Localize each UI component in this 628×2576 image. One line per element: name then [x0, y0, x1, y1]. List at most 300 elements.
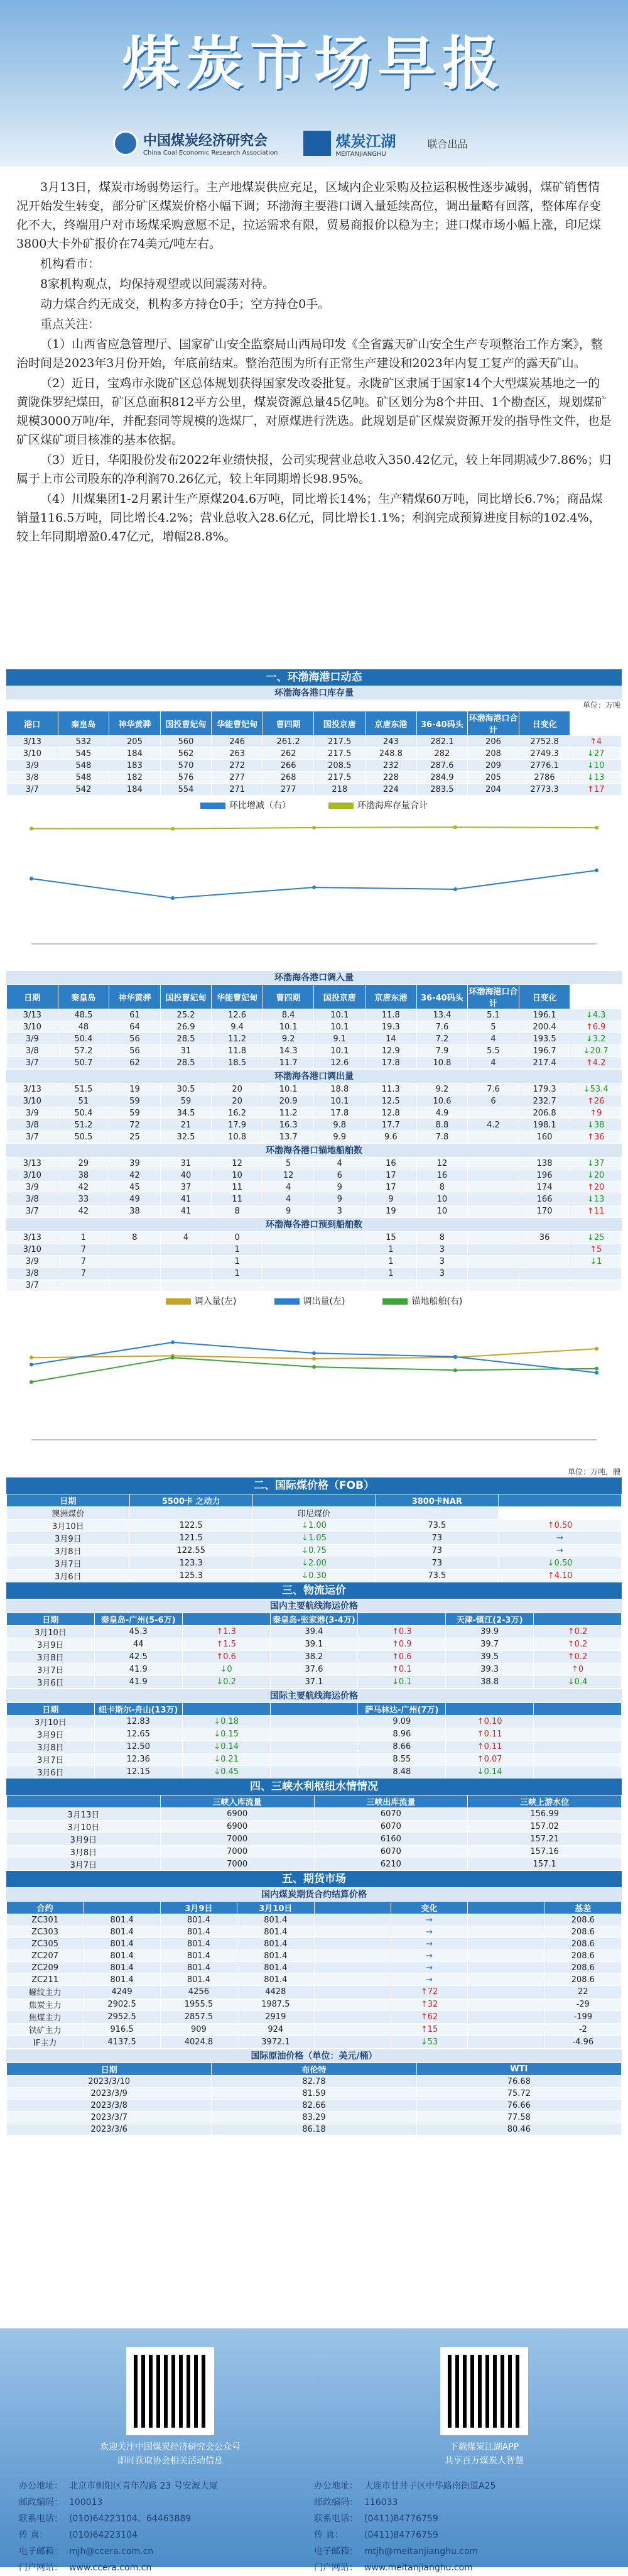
table-cell [314, 1986, 391, 1998]
table-cell: 41 [160, 1193, 212, 1205]
section-title: 二、国际煤价格（FOB） [6, 1477, 622, 1494]
contact-line [314, 2560, 609, 2576]
page-title: 煤炭市场早报 [121, 30, 506, 97]
table-cell: 3/8 [7, 1193, 58, 1205]
table-cell: 12.9 [365, 1045, 417, 1057]
data-point [453, 1355, 457, 1359]
table-cell [376, 1507, 499, 1520]
table-cell [519, 1256, 570, 1268]
table-cell: 196.7 [519, 1045, 570, 1057]
table-cell: 4249 [84, 1986, 160, 1998]
table-cell: ↓0.2 [182, 1676, 270, 1689]
table-cell: 10.1 [314, 1021, 365, 1033]
table-cell: 7.6 [468, 1083, 519, 1095]
report-paragraph: （3）近日，华阳股份发布2022年业绩快报，公司实现营业总收入350.42亿元，较上年同期减少7.86%；归属于上市公司股东的净利润70.26亿元，较上年同期增长98.95%。 [16, 453, 612, 486]
table-cell: 277 [212, 772, 263, 784]
table-cell: 196 [519, 1170, 570, 1181]
contact-line [19, 2543, 314, 2560]
table-cell [468, 1181, 519, 1193]
table-cell: 12.6 [212, 1009, 263, 1021]
column-header: 日变化 [519, 711, 570, 736]
table-cell: 59 [160, 1095, 212, 1107]
table-row [7, 1570, 622, 1582]
table-cell: 1955.5 [160, 1998, 237, 2011]
contact-key: 邮政编码： [314, 2497, 358, 2507]
table-cell: ↓20 [570, 1170, 622, 1181]
table-row [7, 1520, 622, 1532]
legend-label: 调入量(左) [194, 1296, 237, 1307]
table-cell: 9 [263, 1205, 314, 1217]
table-cell: 3/8 [7, 772, 58, 784]
table-row [7, 1998, 622, 2011]
table-cell: 3/7 [7, 1131, 58, 1143]
table-cell: ↑0.3 [358, 1626, 446, 1638]
table-cell: 9.1 [314, 1033, 365, 1045]
data-point [30, 1356, 33, 1359]
contact-line [19, 2478, 314, 2494]
table-row [7, 1974, 622, 1986]
table-cell: 801.4 [84, 1926, 160, 1938]
table-cell: 3月6日 [7, 1676, 95, 1689]
table-row [7, 1753, 622, 1766]
table-cell: 56 [109, 1033, 161, 1045]
table-cell: 焦煤主力 [7, 2011, 84, 2024]
table-cell [570, 1280, 622, 1291]
table-cell: ↑1.3 [182, 1626, 270, 1638]
table-cell: 1 [212, 1256, 263, 1268]
table-cell: → [391, 1938, 467, 1950]
column-header: 京唐东港 [365, 985, 417, 1009]
table-row [7, 2011, 622, 2024]
column-header: 国投京唐 [314, 985, 365, 1009]
table-cell: 3/13 [7, 1083, 58, 1095]
table-cell: 39.7 [446, 1638, 534, 1651]
contacts [0, 2468, 628, 2576]
table-row [7, 2076, 622, 2088]
table-cell: 37.1 [270, 1676, 358, 1689]
table-cell: ↓20.7 [570, 1045, 622, 1057]
table-cell: 8.55 [358, 1753, 446, 1766]
column-header: 3月10日 [237, 1902, 314, 1914]
table-cell: 62 [109, 1057, 161, 1069]
table-cell: 196.1 [519, 1009, 570, 1021]
data-table [6, 2063, 622, 2135]
column-header: 36-40码头 [416, 985, 468, 1009]
table-row [7, 1181, 622, 1193]
table-cell [468, 1914, 544, 1926]
legend-item [274, 1295, 345, 1307]
table-header-row [7, 2063, 622, 2076]
table-cell: ↑20 [570, 1181, 622, 1193]
table-cell: 179.3 [519, 1083, 570, 1095]
org1-en: China Coal Economic Research Association [143, 150, 278, 156]
table-row [7, 1926, 622, 1938]
table-cell: 262 [263, 748, 314, 760]
table-cell [534, 1753, 622, 1766]
table-cell [468, 1986, 544, 1998]
table-cell: 1 [212, 1268, 263, 1280]
column-header [358, 1613, 446, 1626]
table-cell: 9 [314, 1181, 365, 1193]
table-cell: 138 [519, 1158, 570, 1170]
table-cell [519, 1244, 570, 1256]
column-header: 神华黄骅 [109, 711, 161, 736]
table-row [7, 1507, 622, 1520]
table-cell: 12 [416, 1158, 468, 1170]
column-header [446, 1703, 534, 1716]
legend-item [328, 799, 428, 811]
table-cell: 6160 [314, 1833, 468, 1846]
table-cell: 12.36 [94, 1753, 182, 1766]
table-cell: 3/10 [7, 748, 58, 760]
table-cell: 50.7 [58, 1057, 109, 1069]
table-cell: 5.1 [468, 1009, 519, 1021]
table-cell: 36 [519, 1232, 570, 1244]
table-cell: 2902.5 [84, 1998, 160, 2011]
table-cell: 916.5 [84, 2024, 160, 2036]
chart [6, 798, 622, 968]
table-cell: 42 [109, 1170, 161, 1181]
table-cell: ↑15 [391, 2024, 467, 2036]
table-cell: 7.6 [416, 1021, 468, 1033]
table-cell: 1 [365, 1244, 417, 1256]
table-cell: 2023/3/9 [7, 2088, 212, 2100]
table-cell: ↓3.2 [570, 1033, 622, 1045]
table-cell: 6070 [314, 1846, 468, 1858]
table-cell: 28.5 [160, 1057, 212, 1069]
table-cell: ↑0.10 [446, 1716, 534, 1728]
table-cell: 122.55 [129, 1545, 252, 1557]
table-cell: 243 [365, 736, 417, 748]
table-cell: 铁矿主力 [7, 2024, 84, 2036]
table-cell: 157.02 [468, 1821, 622, 1833]
table-cell: 3月10日 [7, 1520, 130, 1532]
column-header: 日期 [7, 1703, 95, 1716]
contact-value: www.ccera.com.cn [69, 2563, 152, 2573]
column-header: 三峡入库流量 [160, 1795, 314, 1808]
table-cell: 81.59 [212, 2088, 416, 2100]
table-cell: 576 [160, 772, 212, 784]
report-paragraph: 动力煤合约无成交，机构多方持仓0手；空方持仓0手。 [40, 297, 330, 311]
table-cell: 182 [109, 772, 161, 784]
table-cell: 3/13 [7, 1009, 58, 1021]
table-row [7, 1107, 622, 1119]
table-cell: 39.9 [446, 1626, 534, 1638]
table-cell: 2776.1 [519, 760, 570, 772]
table-cell: 570 [160, 760, 212, 772]
table-cell: 542 [58, 784, 109, 796]
table-cell [314, 1244, 365, 1256]
contact-key: 办公地址： [19, 2481, 63, 2491]
logo-row [113, 129, 565, 158]
table-cell: 7.2 [416, 1033, 468, 1045]
table-cell: 801.4 [237, 1974, 314, 1986]
contact-key: 传 真： [19, 2530, 48, 2540]
joint-label: 联合出品 [427, 138, 468, 150]
table-cell [468, 2011, 544, 2024]
table-cell [58, 1280, 109, 1291]
table-cell: 184 [109, 784, 161, 796]
table-cell: ↓0.4 [534, 1676, 622, 1689]
table-cell: 157.21 [468, 1833, 622, 1846]
table-cell [314, 1914, 391, 1926]
chart [6, 1294, 622, 1464]
table-cell: 801.4 [237, 1926, 314, 1938]
table-cell: 4137.5 [84, 2036, 160, 2049]
table-cell [365, 1280, 417, 1291]
table-cell: 7.9 [416, 1045, 468, 1057]
table-cell [416, 1280, 468, 1291]
table-cell: 1 [212, 1244, 263, 1256]
table-row [7, 1045, 622, 1057]
table-cell: 272 [212, 760, 263, 772]
contact-key: 电子邮箱： [19, 2546, 63, 2557]
table-cell: 澳洲煤价 [7, 1507, 130, 1520]
data-point [30, 826, 33, 830]
table-cell: 10.1 [263, 1083, 314, 1095]
table-subtitle: 国内主要航线海运价格 [6, 1599, 622, 1613]
table-cell: 75.72 [416, 2088, 621, 2100]
table-cell [314, 1232, 365, 1244]
table-row [7, 2124, 622, 2135]
table-cell: 32.5 [160, 1131, 212, 1143]
table-cell: 4428 [237, 1986, 314, 1998]
table-cell: 801.4 [237, 1962, 314, 1974]
contact-key: 门户网站： [314, 2563, 358, 2573]
data-point [30, 1380, 33, 1384]
table-cell [534, 1766, 622, 1779]
table-cell: 3月7日 [7, 1557, 130, 1570]
table-cell: 7 [58, 1268, 109, 1280]
column-header: 秦皇岛-张家港(3-4万) [270, 1613, 358, 1626]
table-row [7, 1741, 622, 1753]
table-cell: 20 [212, 1083, 263, 1095]
table-cell: 122.5 [129, 1520, 252, 1532]
table-cell: 39.4 [270, 1626, 358, 1638]
table-cell [160, 1268, 212, 1280]
table-cell: 271 [212, 784, 263, 796]
table-row [7, 1021, 622, 1033]
table-cell: 64 [109, 1021, 161, 1033]
column-header: 日期 [7, 1613, 95, 1626]
column-header: 曹四期 [263, 985, 314, 1009]
table-cell: 3/9 [7, 1033, 58, 1045]
meitanjianghu-logo-icon [303, 131, 331, 156]
data-point [453, 825, 457, 829]
table-cell: 9.09 [358, 1716, 446, 1728]
table-cell: 282.1 [416, 736, 468, 748]
table-cell: 19 [109, 1083, 161, 1095]
table-cell: 3/7 [7, 1205, 58, 1217]
org2-logo [303, 129, 396, 158]
table-cell: 29 [58, 1158, 109, 1170]
table-cell: 801.4 [160, 1938, 237, 1950]
report-paragraph: 重点关注： [40, 317, 100, 331]
table-cell: 121.5 [129, 1532, 252, 1545]
section-title: 五、期货市场 [6, 1871, 622, 1887]
table-cell: 10 [416, 1193, 468, 1205]
table-row [7, 1033, 622, 1045]
table-cell: ↑6.9 [570, 1021, 622, 1033]
table-cell: ↓0.1 [358, 1676, 446, 1689]
table-cell: 26.9 [160, 1021, 212, 1033]
table-cell: 82.78 [212, 2076, 416, 2088]
table-cell: 198.1 [519, 1119, 570, 1131]
table-row [7, 1009, 622, 1021]
table-cell [468, 1974, 544, 1986]
table-cell: ↓1.05 [252, 1532, 376, 1545]
table-cell: ↑9 [570, 1107, 622, 1119]
table-cell: → [391, 1926, 467, 1938]
table-cell: 19.3 [365, 1021, 417, 1033]
legend-item [200, 799, 291, 811]
table-row [7, 1821, 622, 1833]
table-cell [534, 1716, 622, 1728]
data-point [312, 826, 316, 830]
footer [0, 2328, 628, 2573]
table-row [7, 1205, 622, 1217]
column-header: 华能曹妃甸 [212, 711, 263, 736]
data-point [171, 827, 175, 831]
column-header: 萨马林达-广州(7万) [358, 1703, 446, 1716]
table-cell: ↓37 [570, 1158, 622, 1170]
data-point [171, 1340, 175, 1344]
table-cell: 266 [263, 760, 314, 772]
table-cell: 50.5 [58, 1131, 109, 1143]
contact-value: (0411)84776759 [364, 2530, 438, 2540]
table-cell [468, 1256, 519, 1268]
contact-left [19, 2478, 314, 2576]
table-cell: 7000 [160, 1858, 314, 1871]
table-cell [468, 2024, 544, 2036]
table-row [7, 772, 622, 784]
table-cell: 7.8 [416, 1131, 468, 1143]
report-paragraph: （4）川煤集团1-2月累计生产原煤204.6万吨，同比增长14%；生产精煤60万吨，同比增长6.7%；商品煤销量116.5万吨，同比增长4.2%；营业总收入28.6亿元，同比增长1.1%；利润完成预算进度目标的102.4%，较上年同期增盈0.47亿元，增幅28.8%。 [16, 492, 603, 544]
table-cell: ↑0 [534, 1663, 622, 1676]
table-cell [160, 1256, 212, 1268]
table-cell: -4.96 [544, 2036, 621, 2049]
table-cell: 801.4 [84, 1914, 160, 1926]
table-cell: 59 [109, 1095, 161, 1107]
table-cell: 7 [58, 1256, 109, 1268]
table-cell: 3/8 [7, 1045, 58, 1057]
table-row [7, 736, 622, 748]
legend-item [166, 1295, 237, 1307]
table-cell: ↑17 [570, 784, 622, 796]
table-header-row [7, 1494, 622, 1507]
table-cell: 3月7日 [7, 1753, 95, 1766]
column-header: 天津-镇江(2-3万) [446, 1613, 534, 1626]
legend-swatch [166, 1298, 191, 1305]
table-cell: 217.5 [314, 748, 365, 760]
table-row [7, 1858, 622, 1871]
column-header: 三峡出库流量 [314, 1795, 468, 1808]
series-line [31, 870, 597, 898]
table-cell: 6900 [160, 1821, 314, 1833]
table-cell: 4256 [160, 1986, 237, 1998]
table-cell: 螺纹主力 [7, 1986, 84, 1998]
table-cell: ↑72 [391, 1986, 467, 1998]
table-cell: 4.9 [416, 1107, 468, 1119]
table-cell: 73.5 [376, 1520, 499, 1532]
table-row [7, 1846, 622, 1858]
table-cell: 12.65 [94, 1728, 182, 1741]
table-cell: 200.4 [519, 1021, 570, 1033]
contact-line [19, 2527, 314, 2543]
table-row [7, 1663, 622, 1676]
org1-name: 中国煤炭经济研究会 [143, 133, 268, 149]
table-cell: 31 [160, 1158, 212, 1170]
table-cell: 208.6 [544, 1914, 621, 1926]
table-row [7, 748, 622, 760]
table-cell: 208.6 [544, 1938, 621, 1950]
table-cell: 45.3 [94, 1626, 182, 1638]
column-header: 国投京唐 [314, 711, 365, 736]
data-table [6, 711, 622, 796]
table-cell: 30.5 [160, 1083, 212, 1095]
column-header: 秦皇岛 [58, 711, 109, 736]
table-subtitle: 环渤海各港口库存量 [6, 686, 622, 699]
column-header [534, 1703, 622, 1716]
table-cell: 3月9日 [7, 1532, 130, 1545]
table-cell: 3/13 [7, 1232, 58, 1244]
table-cell: 40 [160, 1170, 212, 1181]
contact-value: mtjh@meitanjianghu.com [364, 2546, 479, 2557]
chart-plot [6, 812, 622, 963]
table-row [7, 1131, 622, 1143]
table-cell: 6070 [314, 1808, 468, 1821]
table-header-row [7, 1613, 622, 1626]
report-paragraph: （2）近日，宝鸡市永陇矿区总体规划获得国家发改委批复。永陇矿区隶属于国家14个大型煤炭基地之一的黄陇侏罗纪煤田，矿区总面积812平方公里，煤炭资源总量45亿吨。矿区划分为8个井田、1个勘查区，规划煤矿规模3000万吨/年，并配套同等规模的选煤厂，对原煤进行洗选。此规划是矿区煤炭资源开发的指导性文件，也是矿区煤矿项目核准的基本依据。 [16, 376, 612, 447]
table-subtitle: 环渤海各港口调出量 [6, 1069, 622, 1083]
column-header [84, 1902, 160, 1914]
table-cell: 208.6 [544, 1962, 621, 1974]
qr-code-ccera [126, 2347, 214, 2435]
table-cell: 31 [160, 1045, 212, 1057]
column-header [270, 1703, 358, 1716]
table-row [7, 1557, 622, 1570]
table-cell: ↓0.15 [182, 1728, 270, 1741]
column-header: 三峡上游水位 [468, 1795, 622, 1808]
table-cell: 160 [519, 1131, 570, 1143]
column-header [7, 1795, 161, 1808]
table-cell: 8.48 [358, 1766, 446, 1779]
contact-value: (0411)84776759 [364, 2514, 438, 2524]
table-cell: 208.6 [544, 1926, 621, 1938]
table-cell: 17.7 [365, 1119, 417, 1131]
table-cell: ↑0.11 [446, 1741, 534, 1753]
table-cell: 3/7 [7, 784, 58, 796]
table-row [7, 1545, 622, 1557]
table-cell: 10.8 [416, 1057, 468, 1069]
table-row [7, 1626, 622, 1638]
table-cell: 14.3 [263, 1045, 314, 1057]
table-cell: 20 [212, 1095, 263, 1107]
table-cell: 17.9 [212, 1119, 263, 1131]
table-cell: 4 [314, 1158, 365, 1170]
table-cell: 9 [314, 1193, 365, 1205]
table-cell [314, 1950, 391, 1962]
chart-legend [6, 798, 622, 812]
table-cell: 11.8 [212, 1045, 263, 1057]
table-cell: 焦炭主力 [7, 1998, 84, 2011]
table-cell: -199 [544, 2011, 621, 2024]
table-cell: ↑0.6 [182, 1651, 270, 1663]
table-cell: 16 [365, 1158, 417, 1170]
table-cell [468, 1244, 519, 1256]
column-header [182, 1613, 270, 1626]
column-header: WTI [416, 2063, 621, 2076]
